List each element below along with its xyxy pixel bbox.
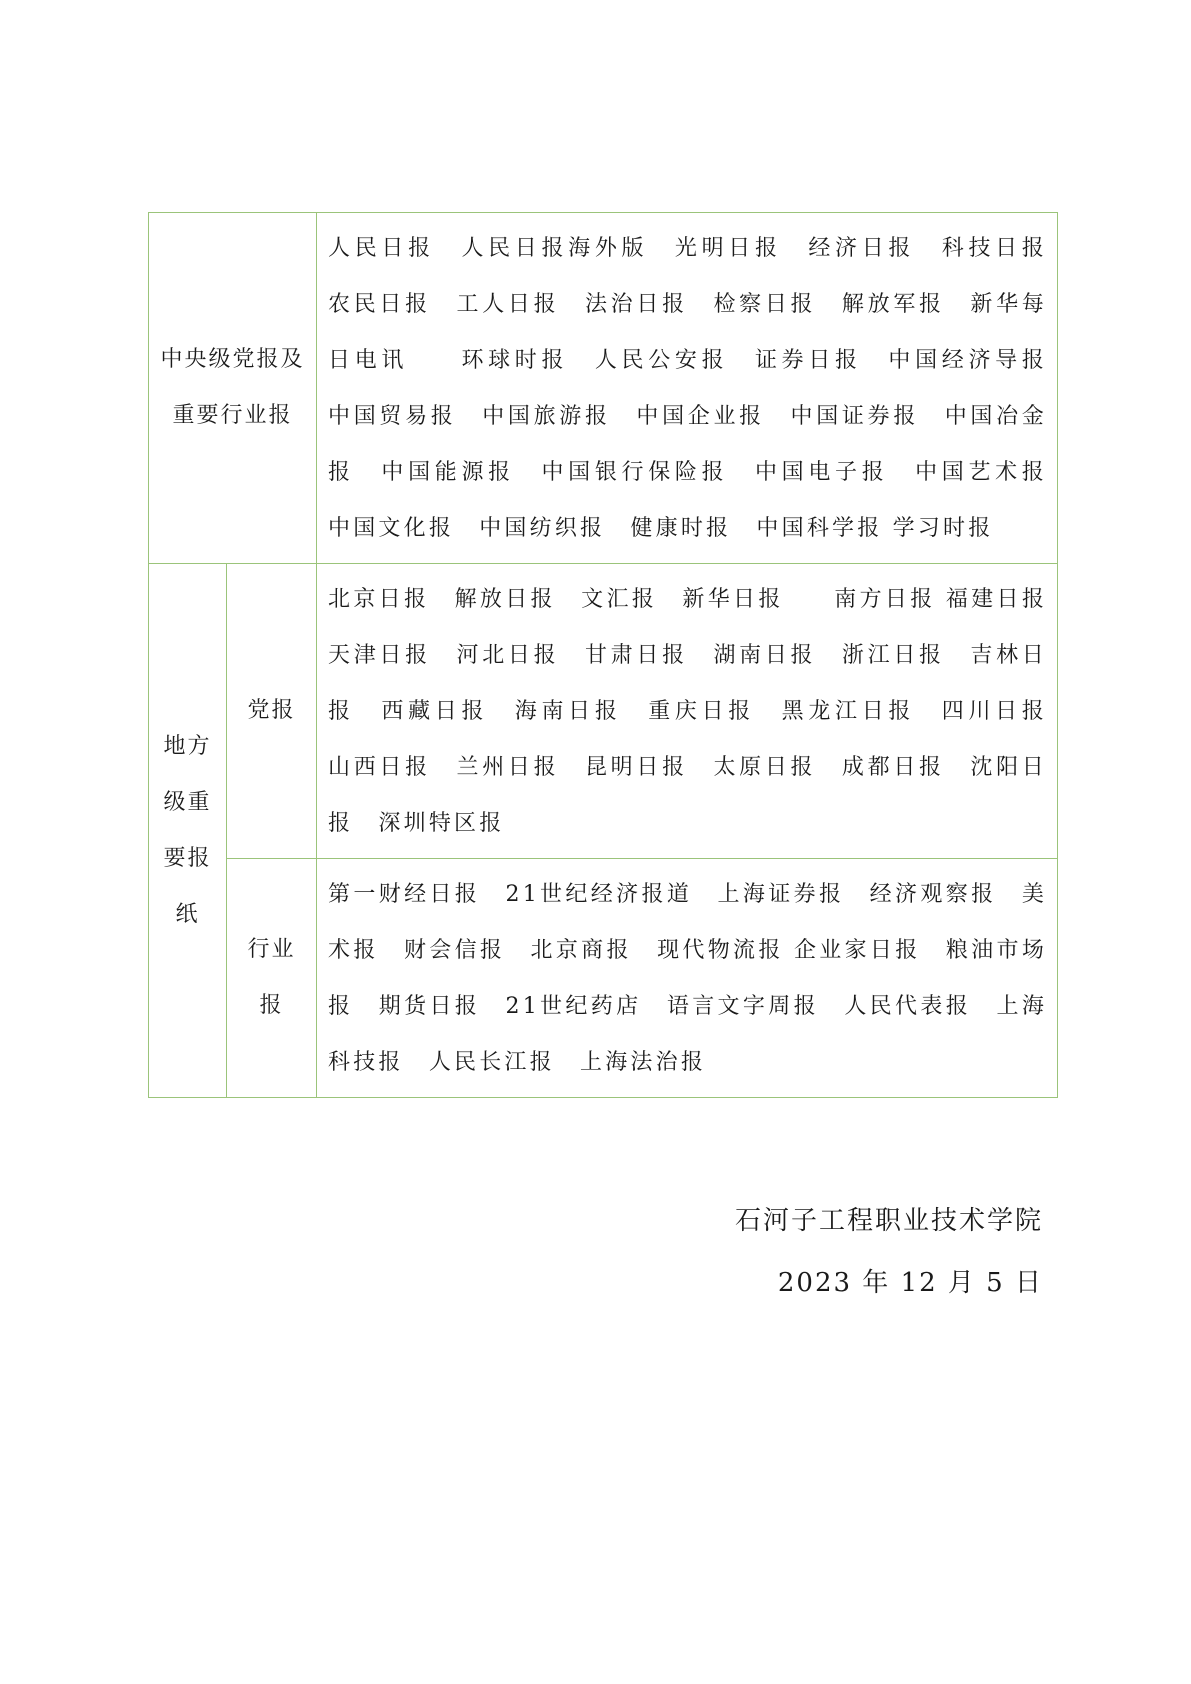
industry-newspapers-list: 第一财经日报 21世纪经济报道 上海证券报 经济观察报 美术报 财会信报 北京商报 现代物流报 企业家日报 粮油市场报 期货日报 21世纪药店 语言文字周报 人民代表报 上海科技报 人民长江报 上海法治报 (317, 859, 1058, 1098)
subcategory-industry-line-1: 行业 (247, 937, 296, 962)
subcategory-party: 党报 (227, 564, 317, 859)
subcategory-industry (227, 859, 317, 1098)
party-newspapers-list: 北京日报 解放日报 文汇报 新华日报 南方日报 福建日报 天津日报 河北日报 甘肃日报 湖南日报 浙江日报 吉林日报 西藏日报 海南日报 重庆日报 黑龙江日报 四川日报 山西日报 兰州日报 昆明日报 太原日报 成都日报 沈阳日报 深圳特区报 (317, 564, 1058, 859)
category-local (149, 564, 227, 1098)
category-local-line-3: 要报 (163, 845, 212, 871)
central-newspapers-list: 人民日报 人民日报海外版 光明日报 经济日报 科技日报 农民日报 工人日报 法治日报 检察日报 解放军报 新华每日电讯 环球时报 人民公安报 证券日报 中国经济导报 中国贸易报 中国旅游报 中国企业报 中国证券报 中国冶金报 中国能源报 中国银行保险报 中国电子报 中国艺术报 中国文化报 中国纺织报 健康时报 中国科学报 学习时报 (317, 213, 1058, 564)
category-central-line-1: 中央级党报及 (160, 347, 305, 372)
table-row-local-party (149, 564, 1058, 859)
signature-date: 2023 年 12 月 5 日 (777, 1268, 1043, 1298)
table-row-central (149, 213, 1058, 564)
category-central (149, 213, 317, 564)
category-local-line-1: 地方 (163, 733, 212, 759)
category-local-line-2: 级重 (163, 789, 212, 815)
newspaper-table (148, 212, 1073, 1098)
table-row-local-industry (149, 859, 1058, 1098)
category-local-line-4: 纸 (175, 901, 200, 927)
signature-org: 石河子工程职业技术学院 (734, 1206, 1043, 1236)
category-central-line-2: 重要行业报 (172, 403, 293, 428)
signature-block (735, 1190, 1043, 1314)
subcategory-industry-line-2: 报 (259, 993, 284, 1018)
